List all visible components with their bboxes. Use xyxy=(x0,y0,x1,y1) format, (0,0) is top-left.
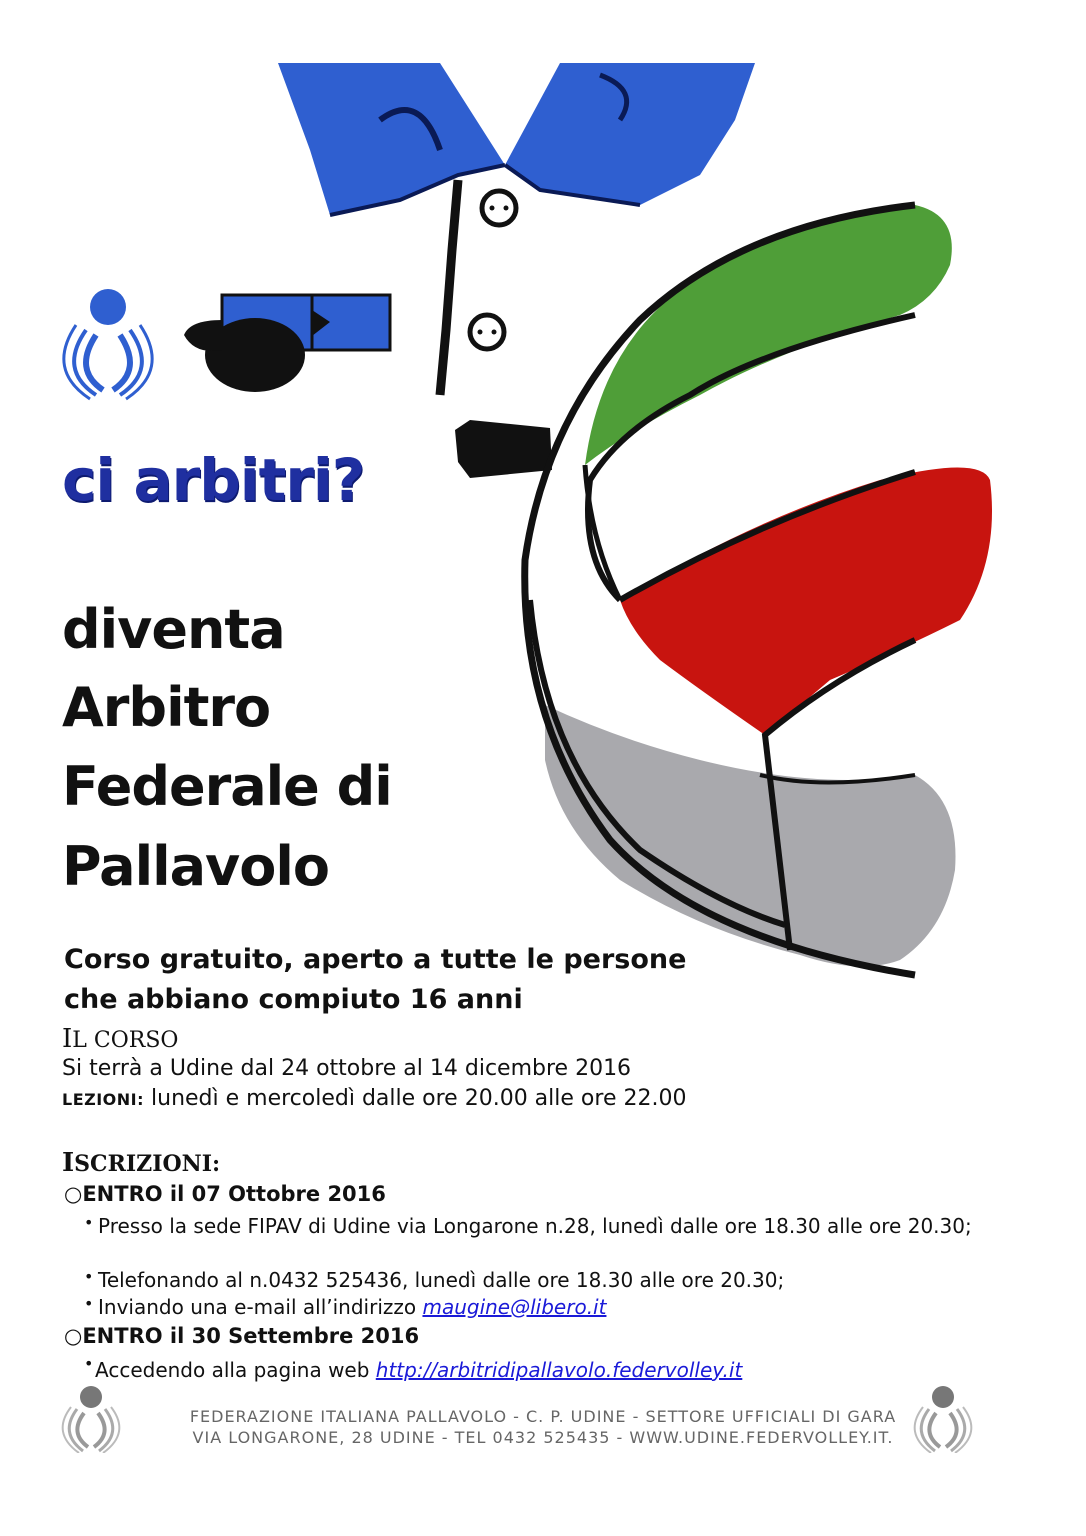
question-title: ci arbitri? xyxy=(62,446,365,514)
subtitle-line-1: Corso gratuito, aperto a tutte le persone xyxy=(64,944,687,975)
registration-heading-initial: I xyxy=(62,1148,75,1178)
headline-line-4: Pallavolo xyxy=(62,835,329,898)
course-lessons xyxy=(62,1086,686,1111)
website-link[interactable]: http://arbitridipallavolo.federvolley.it xyxy=(375,1358,743,1382)
headline-line-3: Federale di xyxy=(62,755,392,818)
dot-bullet-icon: • xyxy=(84,1354,94,1373)
footer-line-2: VIA LONGARONE, 28 UDINE - TEL 0432 525435 - WWW.UDINE.FEDERVOLLEY.IT. xyxy=(192,1428,894,1447)
registration-heading-rest: SCRIZIONI: xyxy=(74,1151,221,1177)
list-item: • Telefonando al n.0432 525436, lunedì dalle ore 18.30 alle ore 20.30; xyxy=(84,1267,1004,1293)
course-dates: Si terrà a Udine dal 24 ottobre al 14 dicembre 2016 xyxy=(62,1056,632,1081)
lessons-label: LEZIONI: xyxy=(62,1090,145,1109)
dot-bullet-icon: • xyxy=(84,1213,94,1232)
course-heading-initial: I xyxy=(62,1024,73,1054)
circle-bullet-icon: ○ xyxy=(64,1182,83,1206)
deadline-2: ○ENTRO il 30 Settembre 2016 xyxy=(64,1324,420,1348)
shirt-illustration xyxy=(278,63,755,478)
headline-line-2: Arbitro xyxy=(62,676,271,739)
dot-bullet-icon: • xyxy=(84,1294,94,1313)
email-link[interactable]: maugine@libero.it xyxy=(422,1295,607,1319)
dot-bullet-icon: • xyxy=(84,1267,94,1286)
subtitle-line-2: che abbiano compiuto 16 anni xyxy=(64,984,523,1015)
list-item: • Presso la sede FIPAV di Udine via Longarone n.28, lunedì dalle ore 18.30 alle ore 20.30; xyxy=(84,1213,1004,1239)
lessons-text: lunedì e mercoledì dalle ore 20.00 alle ore 22.00 xyxy=(144,1086,687,1111)
volleyball-illustration xyxy=(525,205,992,975)
headline-line-1: diventa xyxy=(62,598,285,661)
list-item: • Inviando una e-mail all’indirizzo maugine@libero.it xyxy=(84,1294,1004,1320)
course-heading-rest: L CORSO xyxy=(72,1028,179,1053)
deadline-1: ○ENTRO il 07 Ottobre 2016 xyxy=(64,1182,386,1206)
circle-bullet-icon: ○ xyxy=(64,1324,83,1348)
list-item: • Accedendo alla pagina web http://arbitridipallavolo.federvolley.it xyxy=(84,1357,1004,1383)
registration-heading xyxy=(62,1148,220,1178)
footer-line-1: FEDERAZIONE ITALIANA PALLAVOLO - C. P. UDINE - SETTORE UFFICIALI DI GARA xyxy=(189,1407,897,1426)
course-heading xyxy=(62,1024,178,1054)
whistle-icon xyxy=(184,295,390,392)
fipav-logo xyxy=(64,289,152,399)
